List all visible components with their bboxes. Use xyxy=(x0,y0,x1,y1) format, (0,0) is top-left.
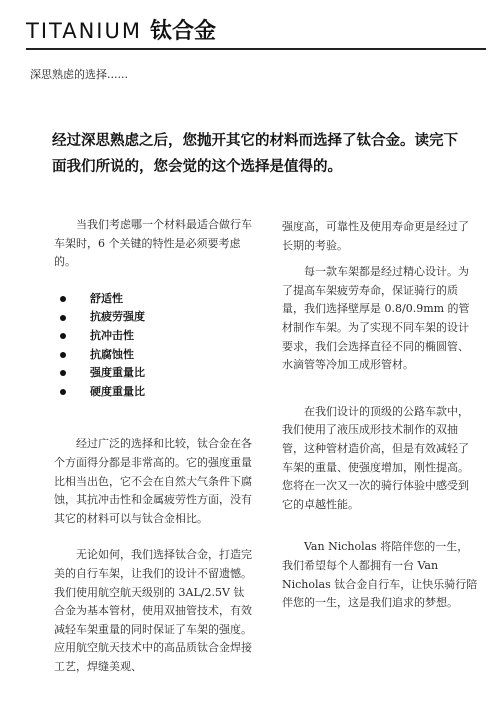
list-item xyxy=(54,327,252,346)
right-paragraph-3: 在我们设计的顶级的公路车款中，我们使用了液压成形技术制作的双抽管，这种管材造价高，但是有效减轻了车架的重量、使强度增加，刚性提高。您将在一次又一次的骑行体验中感受到它的卓越性能。 xyxy=(282,404,469,511)
key-properties-list xyxy=(54,290,252,402)
right-paragraph-4: Van Nicholas 将陪伴您的一生，我们希望每个人都拥有一台 Van Nicholas 钛合金自行车，让快乐骑行陪伴您的一生，这是我们追求的梦想。 xyxy=(282,540,478,610)
right-paragraph-2: 每一款车架都是经过精心设计。为了提高车架疲劳寿命，保证骑行的质量，我们选择壁厚是 0.8/0.9mm 的管材制作车架。为了实现不同车架的设计要求，我们会选择直径不同的椭圆管、水滴管等冷加工成形管材。 xyxy=(282,265,470,372)
bullet-icon xyxy=(60,352,66,358)
right-column xyxy=(282,218,478,613)
list-item xyxy=(54,346,252,365)
list-item-label: 抗冲击性 xyxy=(90,328,134,342)
bullet-icon xyxy=(60,315,66,321)
header-rule xyxy=(26,48,486,50)
left-paragraph-2: 经过广泛的选择和比较，钛合金在各个方面得分都是非常高的。它的强度重量比相当出色，它不会在自然大气条件下腐蚀，其抗冲击性和金属疲劳性方面，没有其它的材料可以与钛合金相比。 xyxy=(54,437,252,525)
list-item xyxy=(54,290,252,309)
subtitle: 深思熟虑的选择...... xyxy=(30,68,128,81)
bullet-icon xyxy=(60,370,66,376)
bullet-icon xyxy=(60,296,66,302)
left-column xyxy=(54,216,252,676)
list-item-label: 抗腐蚀性 xyxy=(90,347,134,361)
title-chinese: 钛合金 xyxy=(149,19,216,44)
list-item-label: 抗疲劳强度 xyxy=(90,310,145,324)
list-item xyxy=(54,364,252,383)
left-paragraph-3: 无论如何，我们选择钛合金，打造完美的自行车架，让我们的设计不留遗憾。我们使用航空航天级别的 3AL/2.5V 钛合金为基本管材，使用双抽管技术，有效减轻车架重量的同时保证了车架的强度。应用航空航天技术中的高品质钛合金焊接工艺，焊缝美观、 xyxy=(54,548,252,673)
page-header xyxy=(26,14,216,45)
intro-paragraph: 经过深思熟虑之后，您抛开其它的材料而选择了钛合金。读完下面我们所说的，您会觉的这个选择是值得的。 xyxy=(52,132,458,175)
right-paragraph-1: 强度高，可靠性及使用寿命更是经过了长期的考验。 xyxy=(282,220,469,252)
title-english: TITANIUM xyxy=(26,19,142,43)
list-item-label: 舒适性 xyxy=(90,291,123,305)
bullet-icon xyxy=(60,389,66,395)
list-item xyxy=(54,383,252,402)
list-item-label: 硬度重量比 xyxy=(90,384,145,398)
bullet-icon xyxy=(60,333,66,339)
list-item-label: 强度重量比 xyxy=(90,366,145,380)
left-paragraph-1: 当我们考虑哪一个材料最适合做行车车架时，6 个关键的特性是必须要考虑的。 xyxy=(54,218,252,269)
list-item xyxy=(54,308,252,327)
